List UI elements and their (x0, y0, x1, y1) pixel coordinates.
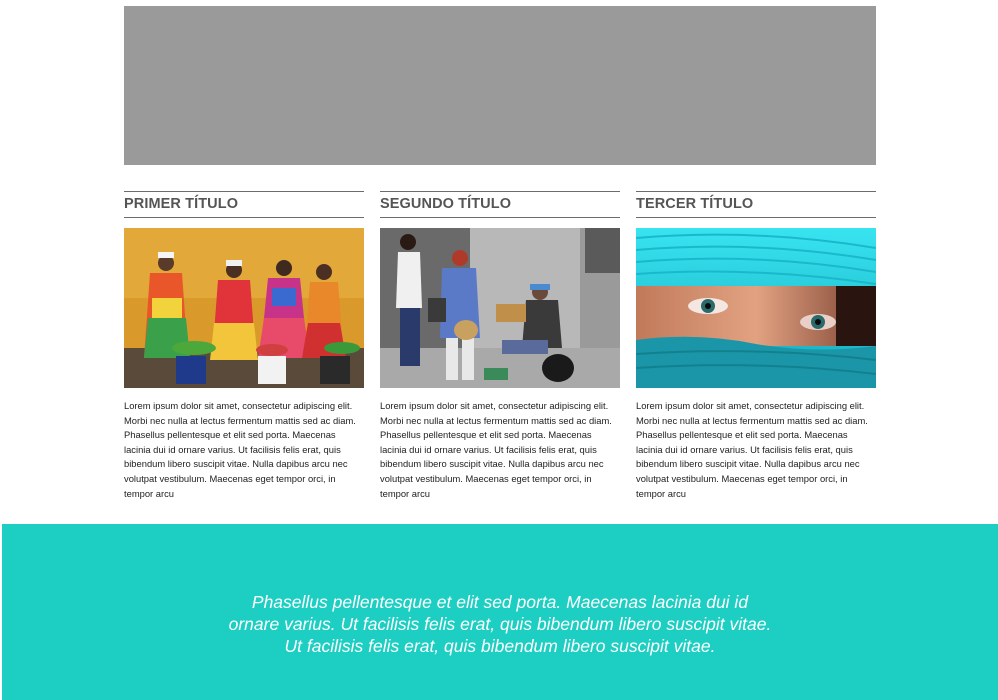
footer-banner (2, 524, 998, 700)
column-2-body: Lorem ipsum dolor sit amet, consectetur adipiscing elit. Morbi nec nulla at lectus fermentum mattis sed ac diam. Phasellus pellentesque et elit sed porta. Maecenas lacinia dui id ornare varius. Ut facilisis felis erat, quis bibendum libero suscipit vitae. Nulla dapibus arcu nec volutpat vestibulum. Maecenas eget tempor orci, in tempor arcu (380, 400, 612, 499)
column-2 (380, 191, 620, 501)
fruit-vendors-image (124, 228, 364, 388)
footer-quote (229, 591, 772, 657)
veiled-face-image (636, 228, 876, 388)
column-2-title: SEGUNDO TÍTULO (380, 191, 620, 218)
column-1-title: PRIMER TÍTULO (124, 191, 364, 218)
column-3-body: Lorem ipsum dolor sit amet, consectetur adipiscing elit. Morbi nec nulla at lectus fermentum mattis sed ac diam. Phasellus pellentesque et elit sed porta. Maecenas lacinia dui id ornare varius. Ut facilisis felis erat, quis bibendum libero suscipit vitae. Nulla dapibus arcu nec volutpat vestibulum. Maecenas eget tempor orci, in tempor arcu (636, 400, 868, 499)
content-columns (124, 191, 876, 501)
column-1-body: Lorem ipsum dolor sit amet, consectetur adipiscing elit. Morbi nec nulla at lectus fermentum mattis sed ac diam. Phasellus pellentesque et elit sed porta. Maecenas lacinia dui id ornare varius. Ut facilisis felis erat, quis bibendum libero suscipit vitae. Nulla dapibus arcu nec volutpat vestibulum. Maecenas eget tempor orci, in tempor arcu (124, 400, 356, 499)
column-3 (636, 191, 876, 501)
footer-quote-line-1: Phasellus pellentesque et elit sed porta. Maecenas lacinia dui id (251, 592, 749, 612)
column-3-title: TERCER TÍTULO (636, 191, 876, 218)
street-scene-image (380, 228, 620, 388)
footer-quote-line-3: Ut facilisis felis erat, quis bibendum libero suscipit vitae. (284, 636, 716, 656)
footer-quote-line-2: ornare varius. Ut facilisis felis erat, quis bibendum libero suscipit vitae. (228, 614, 772, 634)
column-1 (124, 191, 364, 501)
hero-banner-placeholder (124, 6, 876, 165)
